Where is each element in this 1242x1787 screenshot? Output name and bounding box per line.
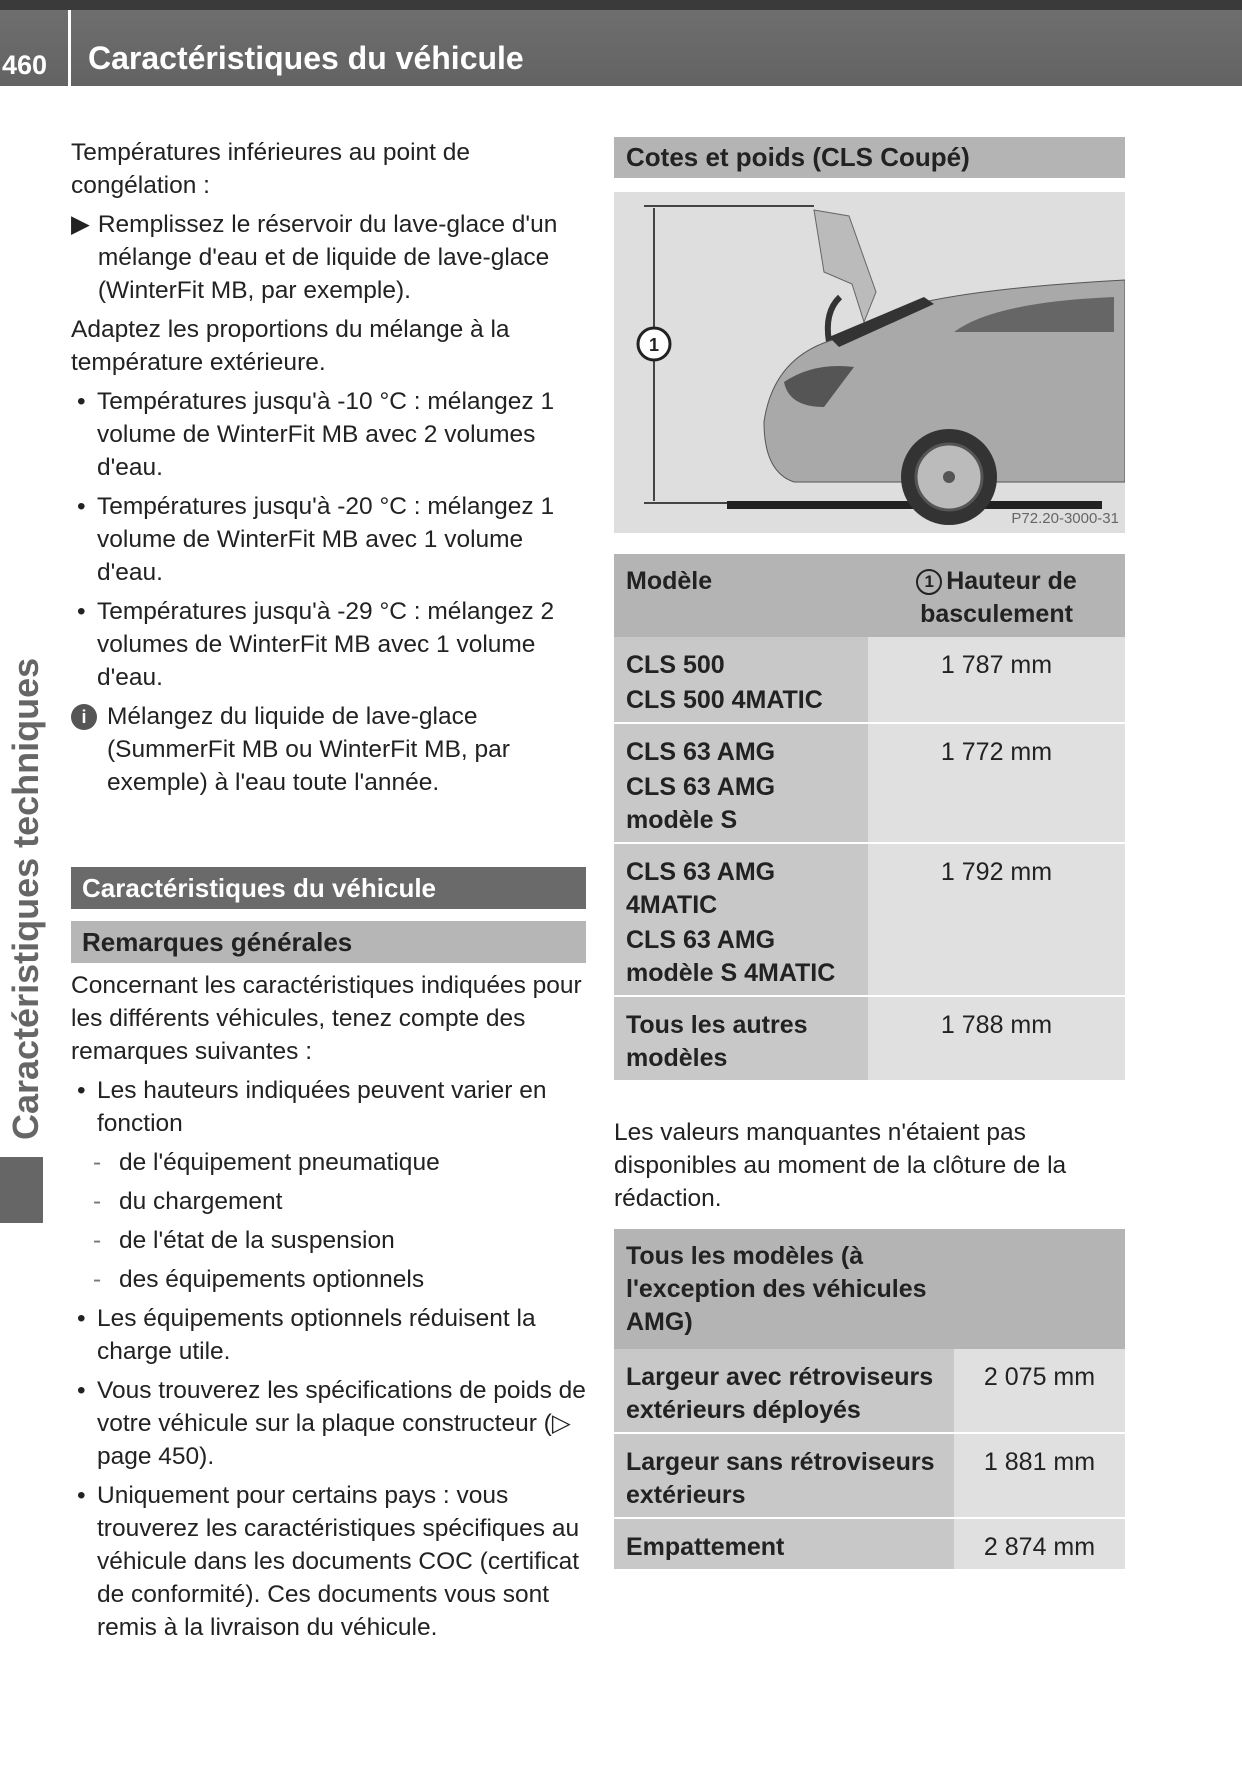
value-cell: 1 881 mm bbox=[954, 1433, 1125, 1518]
model-name: CLS 500 bbox=[626, 651, 725, 679]
section-title: Cotes et poids (CLS Coupé) bbox=[614, 137, 1125, 178]
page-header bbox=[0, 10, 1242, 86]
side-tab-marker bbox=[0, 1157, 43, 1223]
list-item: • Températures jusqu'à -29 °C : mélangez 2 volumes de WinterFit MB avec 1 volume d'eau. bbox=[77, 598, 555, 691]
col-tilt-height: 1 Hauteur de basculement bbox=[868, 554, 1125, 637]
intro-text: Températures inférieures au point de congélation : bbox=[71, 139, 471, 199]
missing-values-note: Les valeurs manquantes n'étaient pas disponibles au moment de la clôture de la rédaction. bbox=[614, 1119, 1067, 1212]
list-item: • Températures jusqu'à -10 °C : mélangez 1 volume de WinterFit MB avec 2 volumes d'eau. bbox=[77, 388, 555, 481]
left-column bbox=[71, 136, 586, 1650]
table-row bbox=[614, 996, 1125, 1081]
col-model: Modèle bbox=[614, 554, 868, 637]
model-name: Tous les autres modèles bbox=[626, 1011, 808, 1072]
value-cell: 1 788 mm bbox=[868, 996, 1125, 1081]
sub-list-item: - du chargement bbox=[93, 1188, 283, 1215]
table-row bbox=[614, 1349, 1125, 1433]
callout-number: 1 bbox=[916, 569, 942, 595]
table-row bbox=[614, 1518, 1125, 1570]
remarks-intro: Concernant les caractéristiques indiquées pour les différents véhicules, tenez compte des remarques suivantes : bbox=[71, 972, 582, 1065]
page-title: Caractéristiques du véhicule bbox=[88, 40, 524, 76]
tilt-height-table bbox=[614, 554, 1125, 1082]
car-trunk-height-illustration bbox=[614, 192, 1125, 533]
info-note: i Mélangez du liquide de lave-glace (SummerFit MB ou WinterFit MB, par exemple) à l'eau toute l'année. bbox=[71, 700, 586, 799]
header-divider bbox=[68, 10, 71, 86]
table-row bbox=[614, 843, 1125, 996]
top-bar bbox=[0, 0, 1242, 10]
value-cell: 2 075 mm bbox=[954, 1349, 1125, 1433]
label-cell: Empattement bbox=[614, 1518, 954, 1570]
figure-code: P72.20-3000-31 bbox=[1011, 510, 1119, 527]
side-tab-label: Caractéristiques techniques bbox=[5, 657, 46, 1140]
info-icon: i bbox=[71, 704, 97, 730]
arrow-icon: ▶ bbox=[71, 211, 90, 238]
list-item: • Les équipements optionnels réduisent la charge utile. bbox=[77, 1305, 536, 1365]
list-item: • Uniquement pour certains pays : vous trouverez les caractéristiques spécifiques au véhicule dans les documents COC (certificat de conformité). Ces documents vous sont remis à la livraison du véhicule. bbox=[77, 1482, 580, 1641]
table-row bbox=[614, 1433, 1125, 1518]
figure-callout: 1 bbox=[648, 335, 660, 355]
label-cell: Largeur avec rétroviseurs extérieurs déployés bbox=[614, 1349, 954, 1433]
page-number: 460 bbox=[2, 50, 48, 80]
model-name: CLS 63 AMG modèle S 4MATIC bbox=[626, 926, 836, 987]
table-header bbox=[614, 1229, 1125, 1349]
model-name: CLS 63 AMG bbox=[626, 738, 776, 766]
right-column bbox=[614, 137, 1125, 1571]
value-cell: 1 772 mm bbox=[868, 723, 1125, 843]
instruction-step: ▶ Remplissez le réservoir du lave-glace d'un mélange d'eau et de liquide de lave-glace (WinterFit MB, par exemple). bbox=[71, 208, 586, 307]
sub-list-item: - de l'état de la suspension bbox=[93, 1227, 395, 1254]
header-all-models: Tous les modèles (à l'exception des véhicules AMG) bbox=[614, 1229, 1125, 1349]
table-row bbox=[614, 637, 1125, 723]
model-name: CLS 63 AMG 4MATIC bbox=[626, 858, 776, 919]
adapt-text: Adaptez les proportions du mélange à la température extérieure. bbox=[71, 316, 510, 376]
list-item: • Les hauteurs indiquées peuvent varier en fonction bbox=[77, 1077, 547, 1137]
list-item: • Vous trouverez les spécifications de poids de votre véhicule sur la plaque constructeur (▷ page 450). bbox=[77, 1377, 586, 1470]
label-cell: Largeur sans rétroviseurs extérieurs bbox=[614, 1433, 954, 1518]
vehicle-figure bbox=[614, 192, 1125, 533]
sub-list-item: - de l'équipement pneumatique bbox=[93, 1149, 440, 1176]
model-name: CLS 500 4MATIC bbox=[626, 686, 823, 714]
dimensions-table bbox=[614, 1229, 1125, 1571]
value-cell: 1 787 mm bbox=[868, 637, 1125, 723]
value-cell: 1 792 mm bbox=[868, 843, 1125, 996]
model-name: CLS 63 AMG modèle S bbox=[626, 773, 776, 834]
table-row bbox=[614, 723, 1125, 843]
section-title: Caractéristiques du véhicule bbox=[71, 867, 586, 909]
list-item: • Températures jusqu'à -20 °C : mélangez 1 volume de WinterFit MB avec 1 volume d'eau. bbox=[77, 493, 555, 586]
subsection-title: Remarques générales bbox=[71, 921, 586, 963]
table-header bbox=[614, 554, 1125, 637]
value-cell: 2 874 mm bbox=[954, 1518, 1125, 1570]
sub-list-item: - des équipements optionnels bbox=[93, 1266, 425, 1293]
